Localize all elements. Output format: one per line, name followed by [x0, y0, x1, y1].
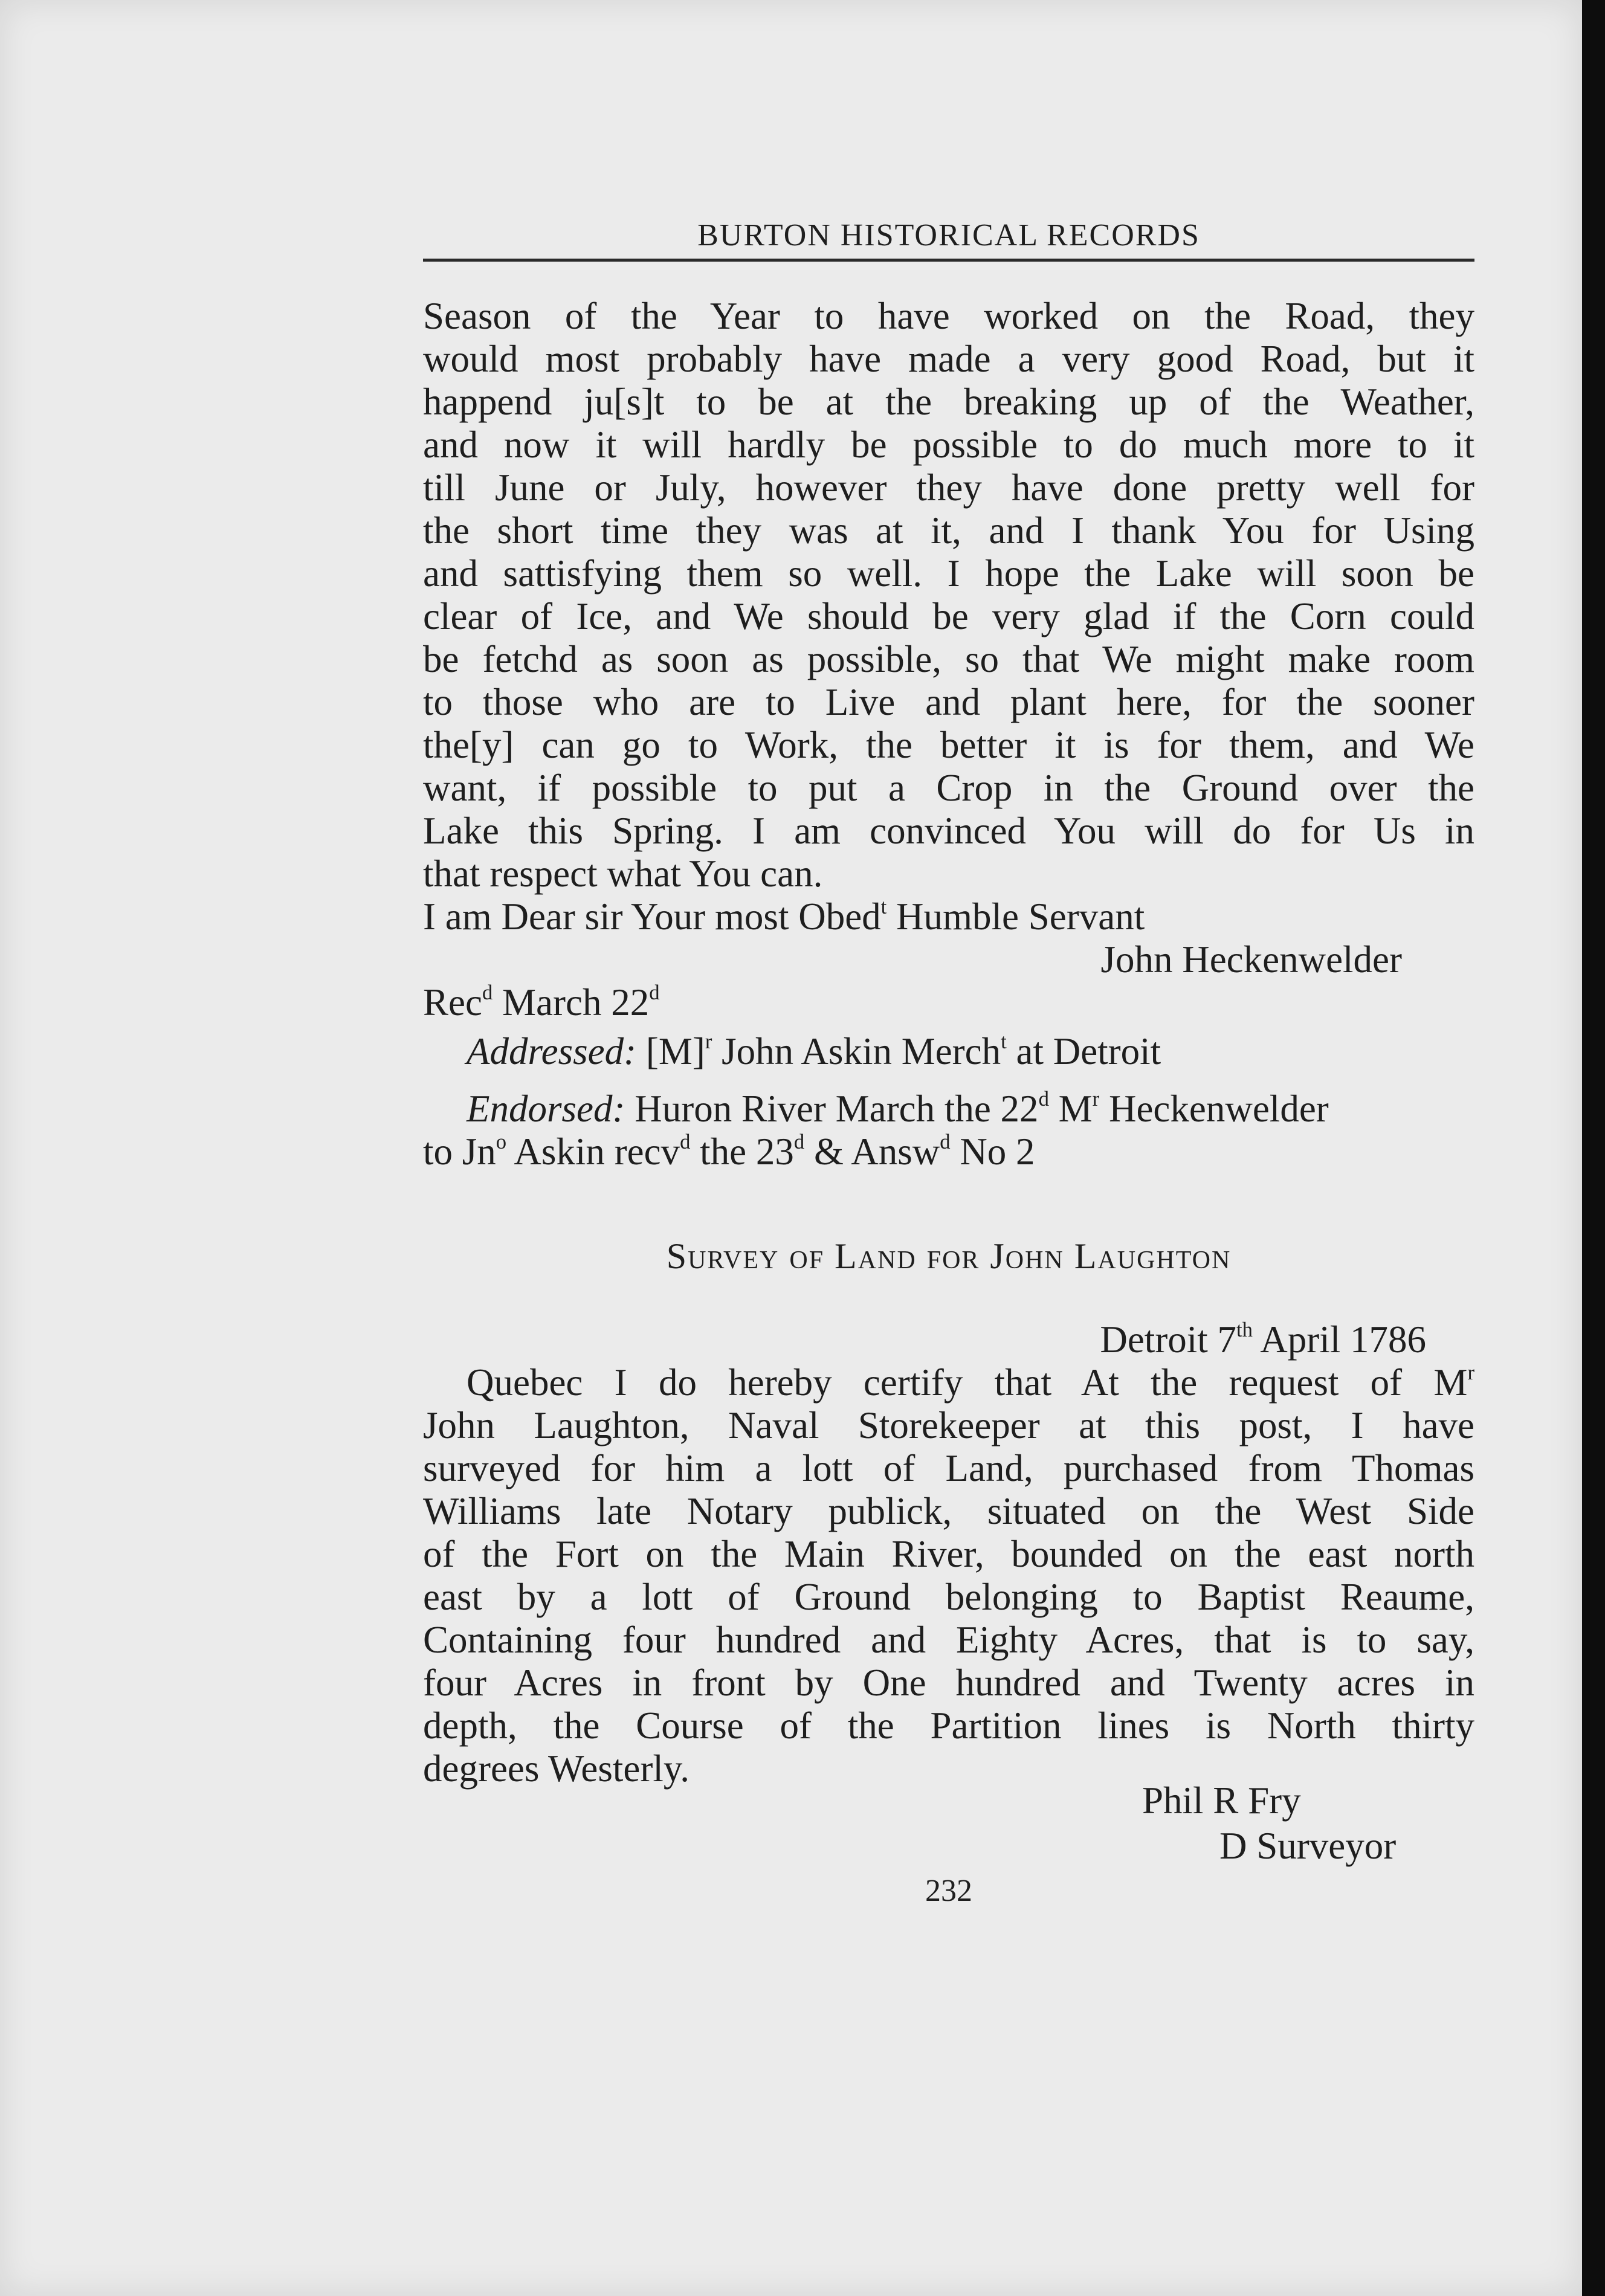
letter-line: happend ju[s]t to be at the breaking up of the Weather,	[423, 381, 1474, 423]
survey-line: Williams late Notary publick, situated on the West Side	[423, 1490, 1474, 1532]
survey-line: of the Fort on the Main River, bounded on the east north	[423, 1533, 1474, 1575]
section-heading: Survey of Land for John Laughton	[666, 1236, 1232, 1276]
survey-line: four Acres in front by One hundred and Twenty acres in	[423, 1662, 1474, 1704]
received-note: Rec$^d$ March 22$^d$	[423, 981, 660, 1024]
survey-line: degrees Westerly.	[423, 1747, 689, 1790]
letter-signature: John Heckenwelder	[1100, 938, 1402, 981]
survey-line: depth, the Course of the Partition lines is North thirty	[423, 1704, 1474, 1747]
survey-line: Quebec I do hereby certify that At the request of $M^r$	[467, 1361, 1474, 1404]
survey-line: surveyed for him a lott of Land, purchased from Thomas	[423, 1447, 1474, 1489]
letter-line: would most probably have made a very good Road, but it	[423, 338, 1474, 380]
running-head-title: BURTON HISTORICAL RECORDS	[697, 218, 1200, 253]
running-head	[423, 213, 1474, 262]
page-number: 232	[925, 1874, 972, 1908]
survey-line: Containing four hundred and Eighty Acres, that is to say,	[423, 1619, 1474, 1661]
letter-line: and sattisfying them so well. I hope the Lake will soon be	[423, 552, 1474, 595]
letter-line: clear of Ice, and We should be very glad if the Corn could	[423, 595, 1474, 637]
letter-closing: I am Dear sir Your most Obed$^t$ Humble Servant	[423, 895, 1145, 938]
survey-line: east by a lott of Ground belonging to Baptist Reaume,	[423, 1576, 1474, 1618]
surveyor-title: D Surveyor	[1219, 1825, 1397, 1867]
letter-line: Lake this Spring. I am convinced You will do for Us in	[423, 810, 1474, 852]
surveyor-name: Phil R Fry	[1142, 1779, 1301, 1822]
survey-body	[423, 1361, 1474, 1790]
letter-line: want, if possible to put a Crop in the Ground over the	[423, 767, 1474, 809]
letter-line: to those who are to Live and plant here, for the sooner	[423, 681, 1474, 723]
letter-line: be fetchd as soon as possible, so that We might make room	[423, 638, 1474, 680]
letter-line: till June or July, however they have done pretty well for	[423, 466, 1474, 509]
letter-line: and now it will hardly be possible to do much more to it	[423, 424, 1474, 466]
letter-line: the[y] can go to Work, the better it is for them, and We	[423, 724, 1474, 766]
letter-line: that respect what You can.	[423, 853, 823, 895]
addressed-label: Addressed:	[467, 1030, 637, 1072]
scan-edge	[1582, 0, 1605, 2296]
survey-dateline: Detroit 7th April 1786	[1100, 1318, 1426, 1361]
letter-body	[423, 295, 1474, 1024]
letter-line: the short time they was at it, and I thank You for Using	[423, 509, 1474, 552]
letter-line: Season of the Year to have worked on the Road, they	[423, 295, 1474, 337]
endorsed-note: Endorsed: Huron River March the 22$^d$ $M^r$ Heckenwelder to Jn$^o$ Askin recv$^d$ the 23$^d$ & Answ$^d$ No 2	[423, 1088, 1329, 1173]
addressed-note: Addressed: $[M]^r$ John Askin Merch$^t$ at Detroit	[467, 1030, 1161, 1072]
endorsed-label: Endorsed:	[467, 1088, 625, 1130]
survey-line: John Laughton, Naval Storekeeper at this post, I have	[423, 1404, 1474, 1446]
